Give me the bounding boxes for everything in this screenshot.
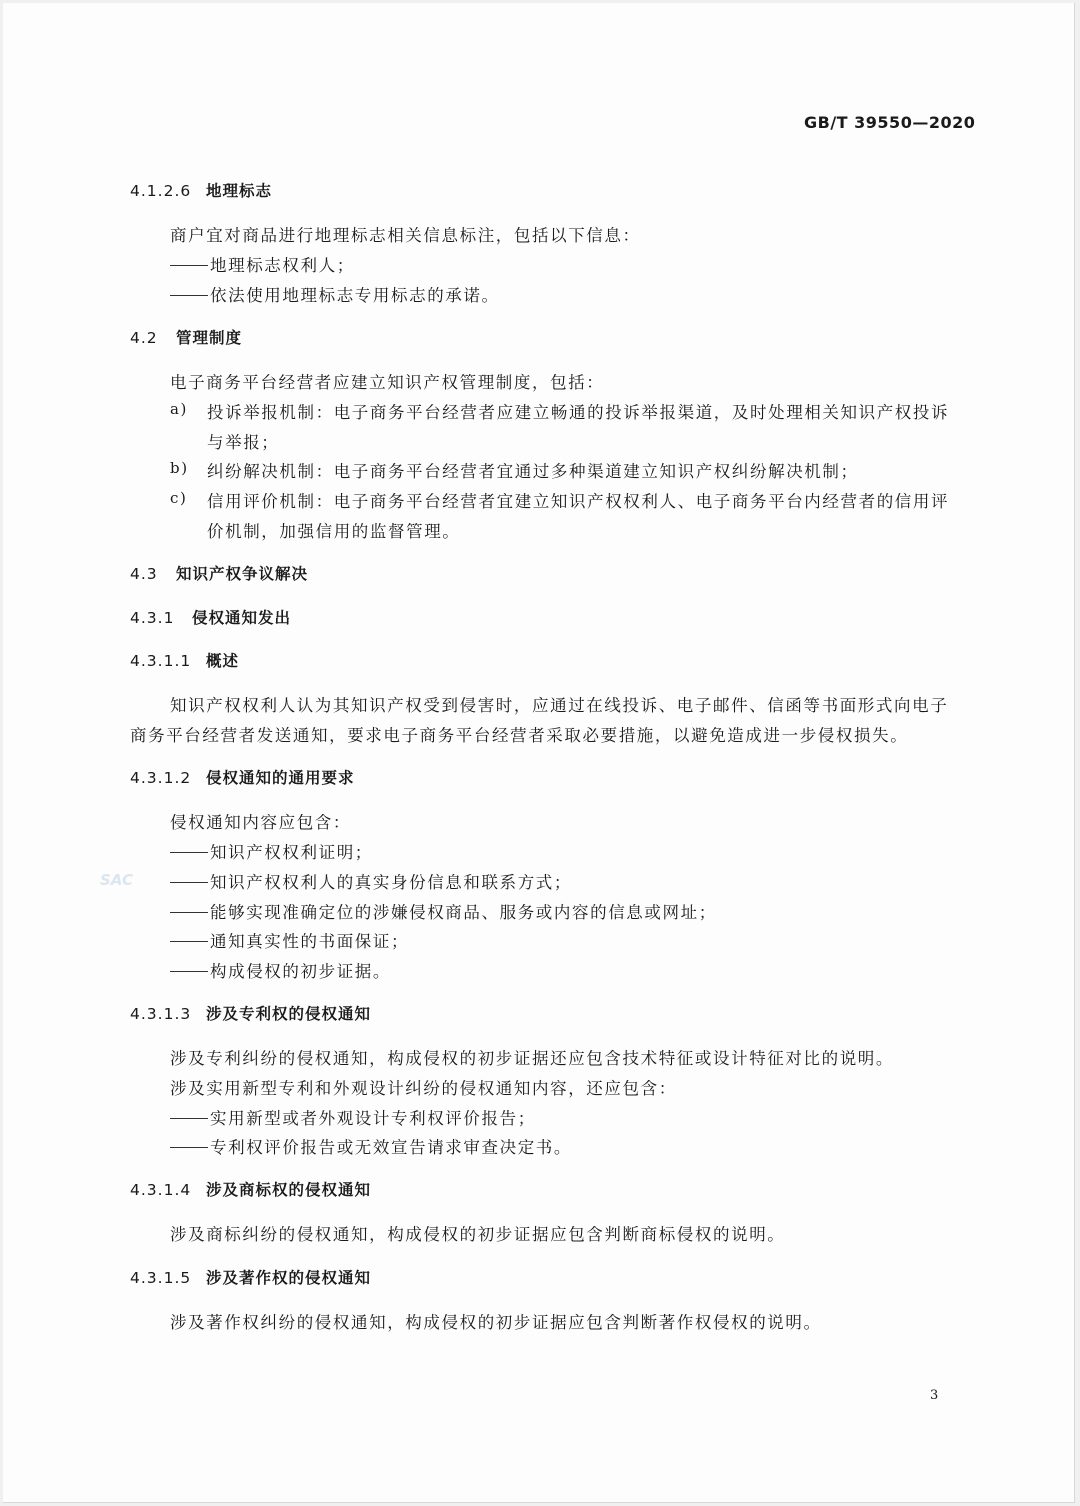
heading-number: 4.3 bbox=[130, 565, 158, 583]
heading-4-3 bbox=[130, 562, 308, 584]
heading-title: 地理标志 bbox=[206, 182, 273, 200]
paragraph: 涉及商标纠纷的侵权通知，构成侵权的初步证据应包含判断商标侵权的说明。 bbox=[170, 1225, 786, 1244]
heading-4-3-1-5 bbox=[130, 1266, 371, 1288]
list-item: 能够实现准确定位的涉嫌侵权商品、服务或内容的信息或网址； bbox=[170, 899, 717, 923]
heading-number: 4.3.1.2 bbox=[130, 769, 192, 787]
heading-4-1-2-6 bbox=[130, 179, 272, 201]
heading-number: 4.3.1.1 bbox=[130, 652, 192, 670]
dash-marker bbox=[170, 971, 208, 972]
heading-4-3-1 bbox=[130, 606, 291, 628]
heading-number: 4.3.1.3 bbox=[130, 1005, 192, 1023]
standard-number: GB/T 39550—2020 bbox=[804, 113, 976, 132]
paragraph: 侵权通知内容应包含： bbox=[170, 813, 351, 832]
paragraph: 知识产权权利人认为其知识产权受到侵害时，应通过在线投诉、电子邮件、信函等书面形式向电子 bbox=[170, 696, 949, 715]
paragraph: 电子商务平台经营者应建立知识产权管理制度，包括： bbox=[170, 373, 605, 392]
dash-marker bbox=[170, 882, 208, 883]
heading-number: 4.3.1.4 bbox=[130, 1181, 192, 1199]
list-item-a: 投诉举报机制：电子商务平台经营者应建立畅通的投诉举报渠道，及时处理相关知识产权投诉 bbox=[207, 403, 950, 422]
paragraph: 涉及实用新型专利和外观设计纠纷的侵权通知内容，还应包含： bbox=[170, 1079, 677, 1098]
page-number: 3 bbox=[930, 1388, 939, 1403]
heading-4-3-1-4 bbox=[130, 1178, 371, 1200]
heading-number: 4.2 bbox=[130, 329, 158, 347]
paragraph-cont: 商务平台经营者发送通知，要求电子商务平台经营者采取必要措施，以避免造成进一步侵权损失。 bbox=[130, 726, 909, 745]
list-marker-c: c) bbox=[170, 489, 188, 507]
heading-title: 涉及商标权的侵权通知 bbox=[206, 1181, 372, 1199]
list-item-b: 纠纷解决机制：电子商务平台经营者宜通过多种渠道建立知识产权纠纷解决机制； bbox=[207, 462, 859, 481]
heading-title: 管理制度 bbox=[176, 329, 243, 347]
list-item-a-cont: 与举报； bbox=[207, 433, 280, 452]
list-item: 知识产权权利证明； bbox=[170, 839, 373, 863]
paragraph: 商户宜对商品进行地理标志相关信息标注，包括以下信息： bbox=[170, 226, 641, 245]
heading-4-2 bbox=[130, 326, 242, 348]
heading-4-3-1-2 bbox=[130, 766, 355, 788]
heading-title: 知识产权争议解决 bbox=[176, 565, 309, 583]
sac-watermark: SAC bbox=[100, 871, 133, 889]
list-item-c: 信用评价机制：电子商务平台经营者宜建立知识产权权利人、电子商务平台内经营者的信用评 bbox=[207, 492, 950, 511]
heading-title: 涉及著作权的侵权通知 bbox=[206, 1269, 372, 1287]
list-item-c-cont: 价机制，加强信用的监督管理。 bbox=[207, 522, 461, 541]
dash-marker bbox=[170, 1118, 208, 1119]
document-page bbox=[3, 3, 1075, 1503]
dash-marker bbox=[170, 1147, 208, 1148]
heading-number: 4.1.2.6 bbox=[130, 182, 192, 200]
heading-title: 侵权通知发出 bbox=[192, 609, 292, 627]
list-marker-a: a) bbox=[170, 400, 188, 418]
list-item: 知识产权权利人的真实身份信息和联系方式； bbox=[170, 869, 572, 893]
heading-title: 涉及专利权的侵权通知 bbox=[206, 1005, 372, 1023]
paragraph: 涉及著作权纠纷的侵权通知，构成侵权的初步证据应包含判断著作权侵权的说明。 bbox=[170, 1313, 822, 1332]
list-item: 通知真实性的书面保证； bbox=[170, 928, 409, 952]
list-item: 构成侵权的初步证据。 bbox=[170, 958, 391, 982]
dash-marker bbox=[170, 852, 208, 853]
heading-4-3-1-1 bbox=[130, 649, 239, 671]
heading-number: 4.3.1 bbox=[130, 609, 175, 627]
dash-marker bbox=[170, 295, 208, 296]
heading-4-3-1-3 bbox=[130, 1002, 371, 1024]
dash-marker bbox=[170, 265, 208, 266]
dash-marker bbox=[170, 912, 208, 913]
list-item: 地理标志权利人； bbox=[170, 252, 355, 276]
list-item: 专利权评价报告或无效宣告请求审查决定书。 bbox=[170, 1134, 572, 1158]
list-marker-b: b) bbox=[170, 459, 189, 477]
list-item: 实用新型或者外观设计专利权评价报告； bbox=[170, 1105, 536, 1129]
heading-number: 4.3.1.5 bbox=[130, 1269, 192, 1287]
heading-title: 概述 bbox=[206, 652, 240, 670]
paragraph: 涉及专利纠纷的侵权通知，构成侵权的初步证据还应包含技术特征或设计特征对比的说明。 bbox=[170, 1049, 894, 1068]
list-item: 依法使用地理标志专用标志的承诺。 bbox=[170, 282, 500, 306]
dash-marker bbox=[170, 941, 208, 942]
heading-title: 侵权通知的通用要求 bbox=[206, 769, 355, 787]
